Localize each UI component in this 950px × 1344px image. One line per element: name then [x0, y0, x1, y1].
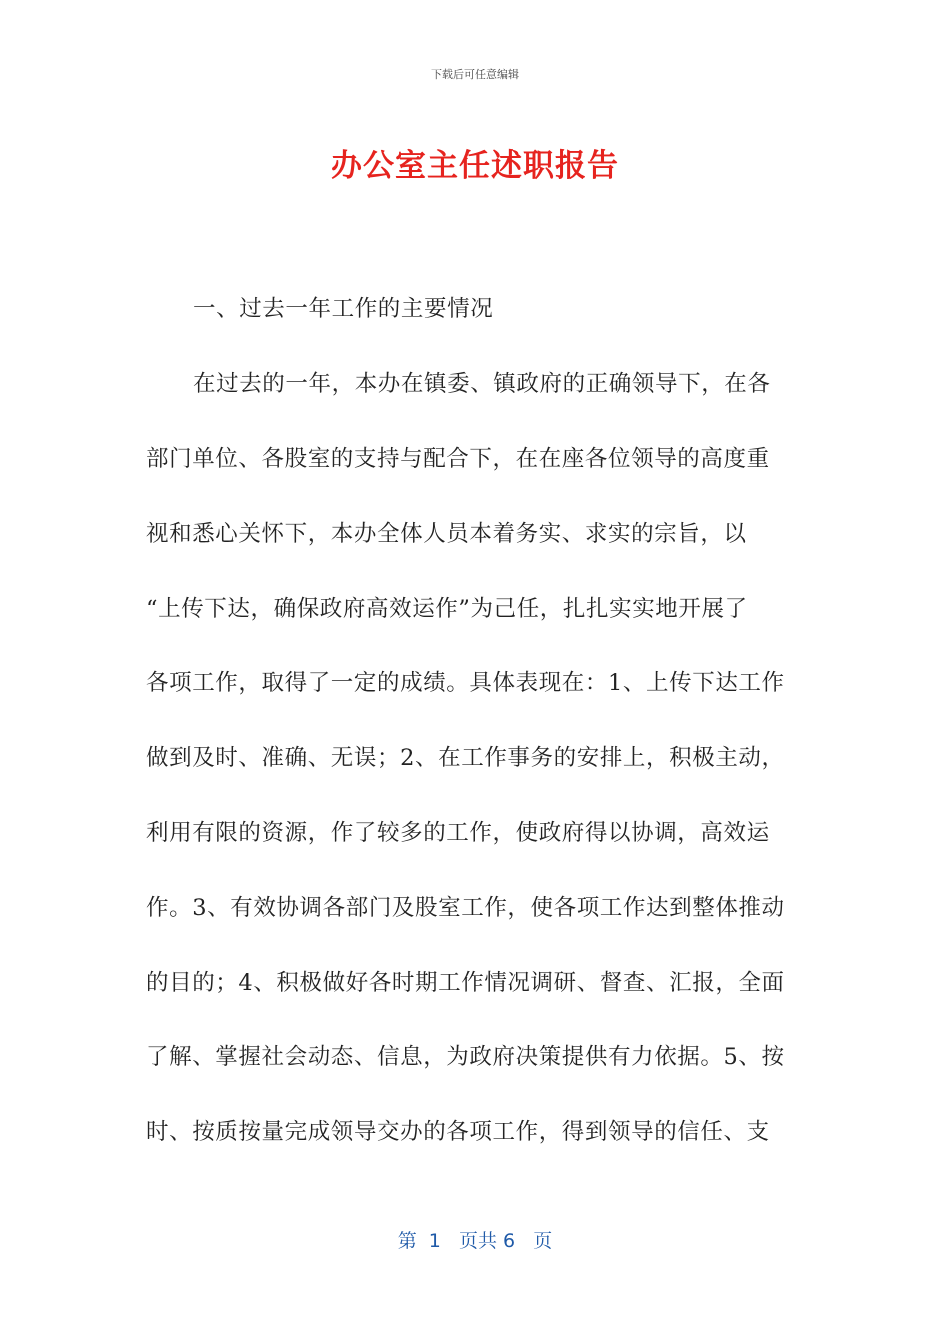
paragraph-line: 各项工作，取得了一定的成绩。具体表现在：1、上传下达工作: [146, 670, 785, 697]
paragraph-line: 在过去的一年，本办在镇委、镇政府的正确领导下，在各: [193, 371, 771, 398]
paragraph-line: “上传下达，确保政府高效运作”为己任，扎扎实实地开展了: [146, 595, 748, 622]
paragraph-line: 部门单位、各股室的支持与配合下，在在座各位领导的高度重: [146, 445, 770, 472]
paragraph-line: 的目的；4、积极做好各时期工作情况调研、督查、汇报，全面: [146, 969, 785, 996]
paragraph-line: 作。3、有效协调各部门及股室工作，使各项工作达到整体推动: [146, 894, 785, 921]
paragraph-line: 做到及时、准确、无误；2、在工作事务的安排上，积极主动，: [146, 745, 785, 772]
section-heading: 一、过去一年工作的主要情况: [193, 296, 494, 323]
page-number: 第 1 页共 6 页: [397, 1230, 553, 1252]
paragraph-line: 了解、掌握社会动态、信息，为政府决策提供有力依据。5、按: [146, 1044, 785, 1071]
document-body: [146, 270, 806, 1168]
paragraph-line: 视和悉心关怀下，本办全体人员本着务实、求实的宗旨，以: [146, 520, 747, 547]
paragraph-line: 时、按质按量完成领导交办的各项工作，得到领导的信任、支: [146, 1119, 770, 1146]
header-note: 下载后可任意编辑: [431, 68, 519, 81]
paragraph-line: 利用有限的资源，作了较多的工作，使政府得以协调，高效运: [146, 819, 770, 846]
document-title: 办公室主任述职报告: [331, 148, 619, 184]
